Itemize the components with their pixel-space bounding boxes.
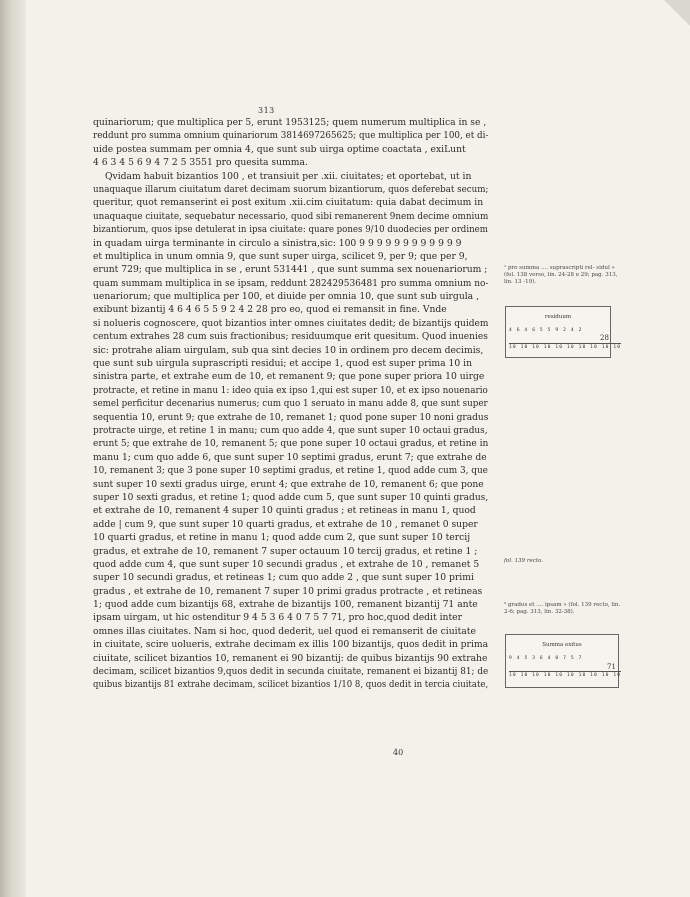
text-line: sunt super 10 sexti gradus uirge, erunt 4; que extrahe de 10, remanent 6; que pone bbox=[93, 478, 484, 490]
text-line: 4 6 3 4 5 6 9 4 7 2 5 3551 pro quesita summa. bbox=[93, 157, 308, 169]
summa-exitus-box bbox=[505, 634, 622, 688]
page-corner bbox=[664, 0, 690, 26]
text-line: decimam, scilicet bizantios 9,quos dedit in secunda ciuitate, remanent ei bizantij 81; de bbox=[93, 666, 488, 678]
text-line: in ciuitate, scire uolueris, extrahe decimam ex illis 100 bizantijs, quos dedit in prima bbox=[93, 639, 488, 651]
text-line: gradus, et extrahe de 10, remanent 7 super octauum 10 tercij gradus, et retine 1 ; bbox=[93, 545, 478, 557]
residuum-title: residuum bbox=[544, 314, 572, 320]
summa-exitus-value: 71 bbox=[607, 663, 616, 671]
page-gutter bbox=[0, 0, 26, 897]
text-line: in quadam uirga terminante in circulo a sinistra,sic: 100 9 9 9 9 9 9 9 9 9 9 9 9 bbox=[93, 237, 462, 249]
text-line: super 10 sexti gradus, et retine 1; quod adde cum 5, que sunt super 10 quinti gradus, bbox=[93, 491, 488, 503]
text-line: 1; quod adde cum bizantijs 68, extrahe de bizantijs 100, remanent bizantij 71 ante bbox=[93, 599, 478, 611]
text-line: unaquaque illarum ciuitatum daret decimam suorum bizantiorum, quos deferebat secum; bbox=[93, 183, 488, 195]
residuum-box bbox=[505, 306, 622, 358]
text-line: sinistra parte, et extrahe eum de 10, et remanent 9; que pone super priora 10 uirge bbox=[93, 371, 485, 383]
text-line: protracte, et retine in manu 1: ideo quia ex ipso 1,qui est super 10, et ex ipso nouenario bbox=[93, 384, 488, 396]
text-line: erunt 729; que multiplica in se , erunt 531441 , que sunt summa sex nouenariorum ; bbox=[93, 264, 488, 276]
text-line: quam summam multiplica in se ipsam, reddunt 282429536481 pro summa omnium no- bbox=[93, 277, 488, 289]
text-line: 10, remanent 3; que 3 pone super 10 septimi gradus, et retine 1, quod adde cum 3, que bbox=[93, 465, 488, 477]
text-line: quibus bizantijs 81 extrahe decimam, scilicet bizantios 1/10 8, quos dedit in tercia ciuitate, bbox=[93, 679, 488, 691]
margin-note-2: fol. 139 recto. bbox=[504, 558, 543, 564]
text-line: Qvidam habuit bizantios 100 , et transiuit per .xii. ciuitates; et oportebat, ut in bbox=[105, 170, 472, 182]
text-line: uide postea summam per omnia 4, que sunt sub uirga optime coactata , exiLunt bbox=[93, 143, 466, 155]
text-line: gradus , et extrahe de 10, remanent 7 super 10 primi gradus protracte , et retineas bbox=[93, 585, 483, 597]
residuum-value: 28 bbox=[600, 334, 609, 342]
text-line: protracte uirge, et retine 1 in manu; cum quo adde 4, que sunt super 10 octaui gradus, bbox=[93, 424, 488, 436]
text-line: super 10 secundi gradus, et retineas 1; cum quo adde 2 , que sunt super 10 primi bbox=[93, 572, 474, 584]
text-line: omnes illas ciuitates. Nam si hoc, quod dederit, uel quod ei remanserit de ciuitate bbox=[93, 625, 476, 637]
margin-note-1: ¹ pro summa .... suprascripti rel- siduï » (fol. 138 verso, lin. 24-28 e 29; pag. 313, lin. 13 -19). bbox=[504, 265, 618, 285]
main-text-block bbox=[93, 116, 488, 692]
summa-exitus-denominators: 10 10 10 10 10 10 10 10 10 10 bbox=[509, 673, 622, 678]
text-line: ciuitate, scilicet bizantios 10, remanent ei 90 bizantij: de quibus bizantijs 90 extrahe bbox=[93, 652, 488, 664]
text-line: adde | cum 9, que sunt super 10 quarti gradus, et extrahe de 10 , remanet 0 super bbox=[93, 518, 478, 530]
text-line: 10 quarti gradus, et retine in manu 1; quod adde cum 2, que sunt super 10 tercij bbox=[93, 532, 471, 544]
residuum-denominators: 10 10 10 10 10 10 10 10 10 10 bbox=[509, 345, 622, 350]
text-line: erunt 5; que extrahe de 10, remanent 5; que pone super 10 octaui gradus, et retine in bbox=[93, 438, 488, 450]
text-line: semel perficitur decenarius numerus; cum quo 1 seruato in manu adde 8, que sunt super bbox=[93, 398, 488, 410]
text-line: quinariorum; que multiplica per 5, erunt 1953125; quem numerum multiplica in se , bbox=[93, 117, 487, 128]
text-line: sequentia 10, erunt 9; que extrahe de 10, remanet 1; quod pone super 10 noni gradus bbox=[93, 411, 488, 423]
text-line: ipsam uirgam, ut hic ostenditur 9 4 5 3 6 4 0 7 5 7 71, pro hoc,quod dedit inter bbox=[93, 612, 462, 624]
text-line: exibunt bizantij 4 6 4 6 5 5 9 2 4 2 28 pro eo, quod ei remansit in fine. Vnde bbox=[93, 304, 447, 316]
signature-mark: 40 bbox=[393, 748, 404, 757]
text-line: si nolueris cognoscere, quot bizantios inter omnes ciuitates dedit; de bizantijs quidem bbox=[93, 317, 488, 329]
text-line: et multiplica in unum omnia 9, que sunt super uirga, scilicet 9, per 9; que per 9, bbox=[93, 250, 468, 262]
text-line: manu 1; cum quo adde 6, que sunt super 10 septimi gradus, erunt 7; que extrahe de bbox=[93, 451, 487, 463]
summa-exitus-numerators: 9 4 5 3 6 4 0 7 5 7 bbox=[509, 656, 583, 661]
text-line: unaquaque ciuitate, sequebatur necessario, quod sibi remanerent 9nem decime omnium bbox=[93, 210, 488, 222]
text-line: reddunt pro summa omnium quinariorum 3814697265625; que multiplica per 100, et di- bbox=[93, 130, 488, 142]
text-line: que sunt sub uirgula suprascripti residui; et accipe 1, quod est super prima 10 in bbox=[93, 358, 473, 370]
page-number: 313 bbox=[258, 106, 275, 115]
text-line: centum extrahes 28 cum suis fractionibus; residuumque erit quesitum. Quod inuenies bbox=[93, 331, 488, 343]
text-line: bizantiorum, quos ipse detulerat in ipsa ciuitate: quare pones 9/10 duodecies per ordinem bbox=[93, 224, 488, 236]
text-line: sic: protrahe aliam uirgulam, sub qua sint decies 10 in ordinem pro decem decimis, bbox=[93, 344, 484, 356]
text-line: uenariorum; que multiplica per 100, et diuide per omnia 10, que sunt sub uirgula , bbox=[93, 291, 479, 303]
summa-exitus-title: Summa exitus bbox=[542, 642, 582, 648]
text-line: quod adde cum 4, que sunt super 10 secundi gradus , et extrahe de 10 , remanet 5 bbox=[93, 558, 480, 570]
text-line: queritur, quot remanserint ei post exitum .xii.cim ciuitatum: quia dabat decimum in bbox=[93, 197, 484, 209]
text-line: et extrahe de 10, remanent 4 super 10 quinti gradus ; et retineas in manu 1, quod bbox=[93, 505, 476, 517]
margin-note-3: ² gradus et .... ipsam » (fol. 139 recto, lin. 2-6; pag. 313, lin. 32-38). bbox=[504, 602, 621, 615]
residuum-numerators: 4 6 4 6 5 5 9 2 4 2 bbox=[509, 328, 583, 333]
